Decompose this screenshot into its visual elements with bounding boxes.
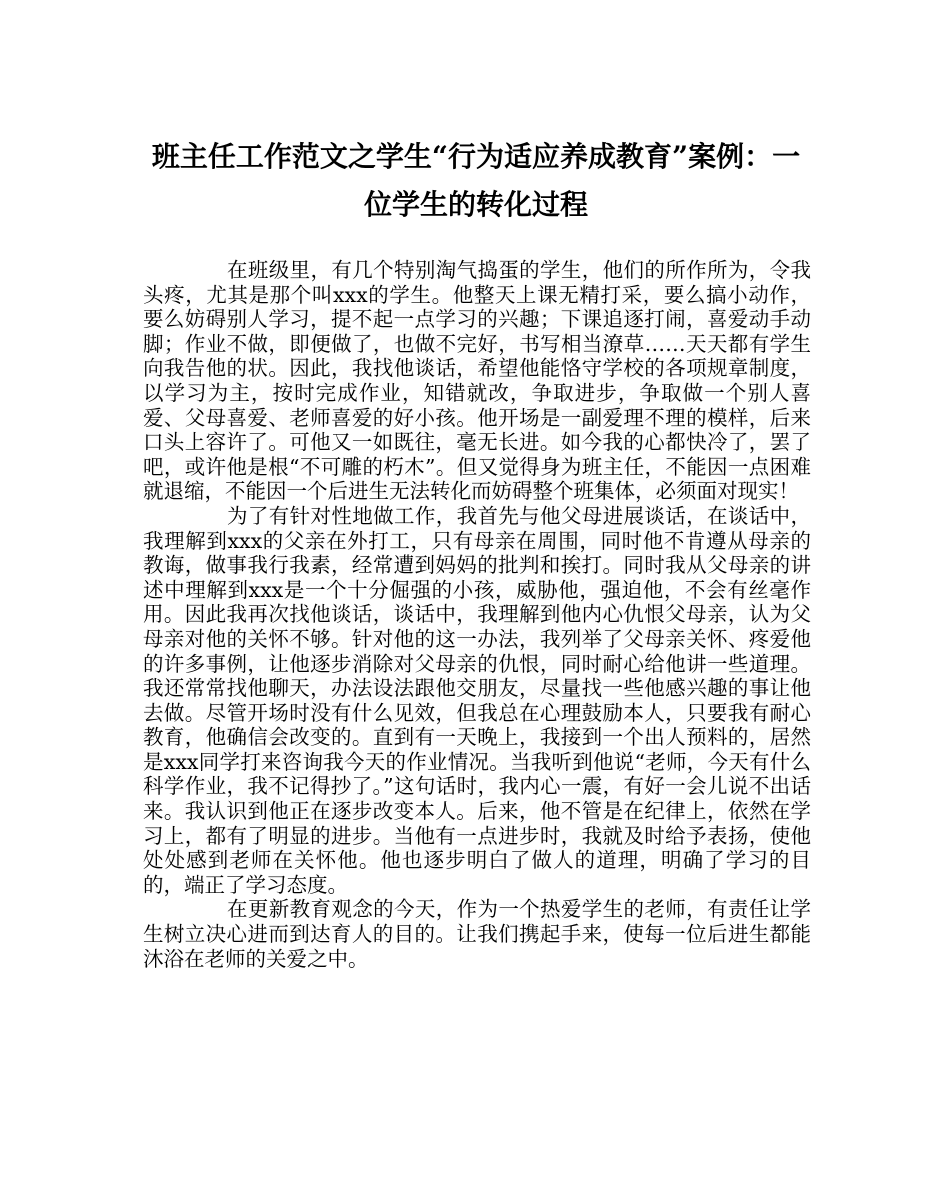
paragraph-2: 为了有针对性地做工作，我首先与他父母进展谈话，在谈话中，我理解到xxx的父亲在外打工，只有母亲在周围，同时他不肯遵从母亲的教诲，做事我行我素，经常遭到妈妈的批判和挨打。同时我从父母亲的讲述中理解到xxx是一个十分倔强的小孩，威胁他，强迫他，不会有丝毫作用。因此我再次找他谈话，谈话中，我理解到他内心仇恨父母亲，认为父母亲对他的关怀不够。针对他的这一办法，我列举了父母亲关怀、疼爱他的许多事例，让他逐步消除对父母亲的仇恨，同时耐心给他讲一些道理。我还常常找他聊天，办法设法跟他交朋友，尽量找一些他感兴趣的事让他去做。尽管开场时没有什么见效，但我总在心理鼓励本人，只要我有耐心教育，他确信会改变的。直到有一天晚上，我接到一个出人预料的，居然是xxx同学打来咨询我今天的作业情况。当我听到他说“老师，今天有什么科学作业，我不记得抄了。”这句话时，我内心一震，有好一会儿说不出话来。我认识到他正在逐步改变本人。后来，他不管是在纪律上，依然在学习上，都有了明显的进步。当他有一点进步时，我就及时给予表扬，使他处处感到老师在关怀他。他也逐步明白了做人的道理，明确了学习的目的，端正了学习态度。 <box>143 503 811 897</box>
document-title: 班主任工作范文之学生“行为适应养成教育”案例：一位学生的转化过程 <box>151 140 801 221</box>
document-body <box>143 258 811 971</box>
paragraph-3: 在更新教育观念的今天，作为一个热爱学生的老师，有责任让学生树立决心进而到达育人的目的。让我们携起手来，使每一位后进生都能沐浴在老师的关爱之中。 <box>143 897 811 971</box>
paragraph-1: 在班级里，有几个特别淘气捣蛋的学生，他们的所作所为，令我头疼，尤其是那个叫xxx的学生。他整天上课无精打采，要么搞小动作，要么妨碍别人学习，提不起一点学习的兴趣；下课追逐打闹，喜爱动手动脚；作业不做，即便做了，也做不完好，书写相当潦草……天天都有学生向我告他的状。因此，我找他谈话，希望他能恪守学校的各项规章制度，以学习为主，按时完成作业，知错就改，争取进步，争取做一个别人喜爱、父母喜爱、老师喜爱的好小孩。他开场是一副爱理不理的模样，后来口头上容许了。可他又一如既往，毫无长进。如今我的心都快冷了，罢了吧，或许他是根“不可雕的朽木”。但又觉得身为班主任，不能因一点困难就退缩，不能因一个后进生无法转化而妨碍整个班集体，必须面对现实！ <box>143 258 811 504</box>
